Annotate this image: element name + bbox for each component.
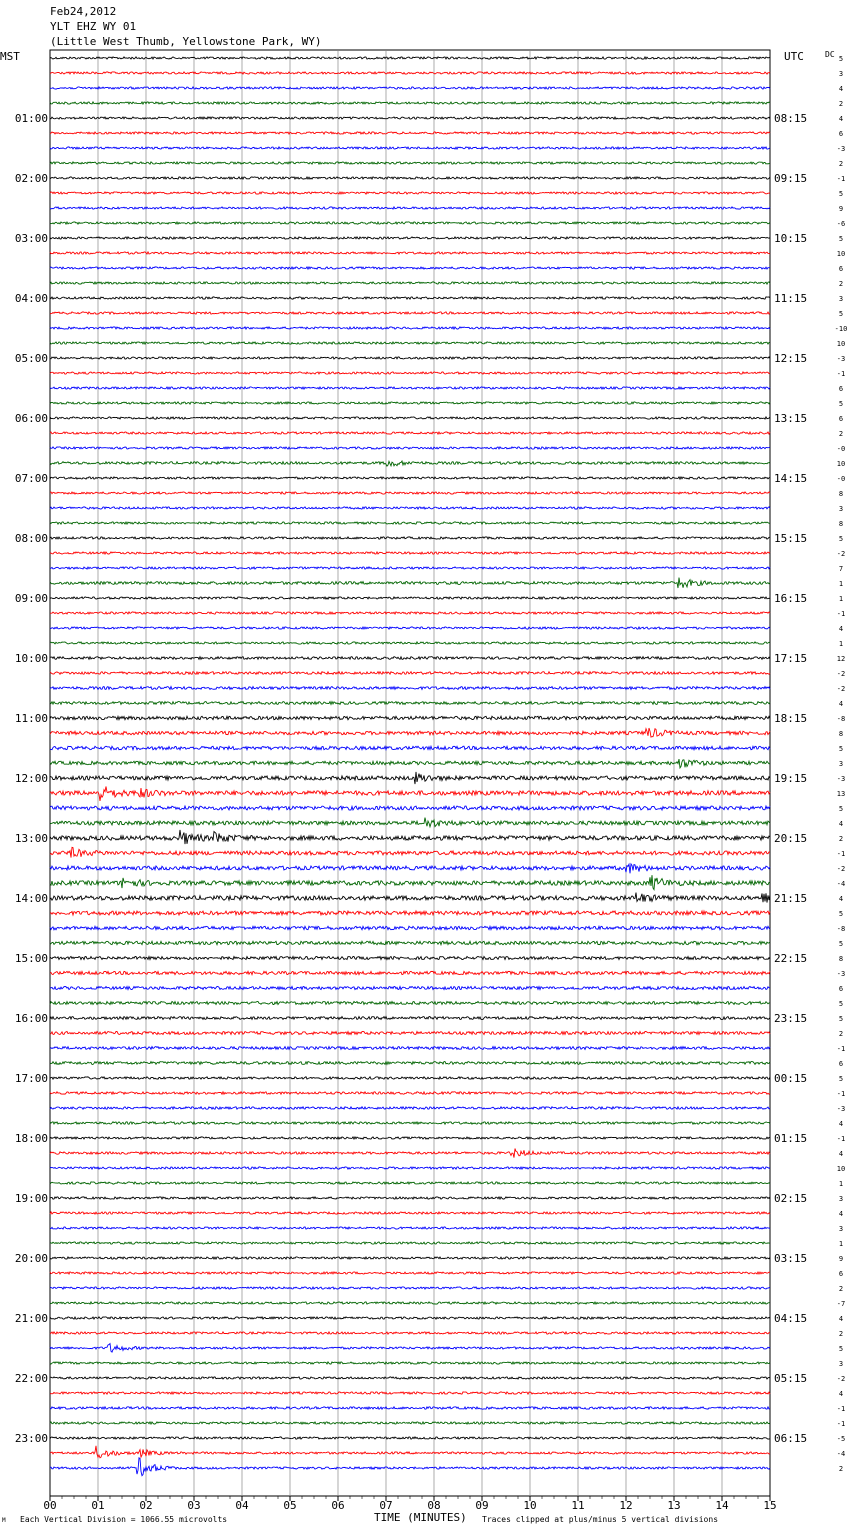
seismic-trace (50, 432, 770, 434)
dc-offset-label: -2 (836, 670, 846, 678)
x-tick-label: 12 (619, 1499, 633, 1512)
mst-hour-label: 15:00 (14, 952, 48, 965)
seismic-trace (50, 612, 770, 614)
dc-offset-label: 6 (838, 1060, 844, 1068)
dc-offset-label: 3 (838, 505, 844, 513)
mst-hour-label: 01:00 (14, 112, 48, 125)
seismic-trace (50, 1272, 770, 1274)
dc-offset-label: -2 (836, 865, 846, 873)
seismic-trace (50, 1032, 770, 1035)
dc-offset-label: 13 (836, 790, 846, 798)
dc-offset-label: 5 (838, 235, 844, 243)
dc-offset-label: 8 (838, 730, 844, 738)
dc-offset-label: 5 (838, 535, 844, 543)
seismic-trace (50, 162, 770, 164)
dc-offset-label: 6 (838, 130, 844, 138)
seismic-trace (50, 522, 770, 524)
scale-note: Each Vertical Division = 1066.55 microvolts (20, 1515, 228, 1524)
utc-hour-label: 03:15 (774, 1252, 808, 1265)
seismic-trace (50, 132, 770, 134)
dc-offset-label: 1 (838, 595, 844, 603)
seismic-trace (50, 1302, 770, 1304)
dc-offset-label: -0 (836, 445, 846, 453)
dc-offset-label: -6 (836, 220, 846, 228)
seismic-trace (50, 847, 770, 857)
dc-offset-label: -1 (836, 175, 846, 183)
seismic-trace (50, 926, 770, 930)
seismic-trace (50, 147, 770, 149)
mst-hour-label: 13:00 (14, 832, 48, 845)
seismic-trace (50, 1287, 770, 1289)
dc-offset-label: -4 (836, 1450, 846, 1458)
mst-hour-label: 12:00 (14, 772, 48, 785)
utc-hour-label: 19:15 (774, 772, 808, 785)
utc-hour-label: 04:15 (774, 1312, 808, 1325)
x-tick-label: 03 (187, 1499, 201, 1512)
header-location: (Little West Thumb, Yellowstone Park, WY) (50, 35, 322, 48)
seismic-trace (50, 1167, 770, 1169)
dc-offset-label: 2 (838, 430, 844, 438)
dc-offset-label: -4 (836, 880, 846, 888)
x-axis-label: TIME (MINUTES) (374, 1511, 467, 1524)
dc-offset-label: 4 (838, 1315, 844, 1323)
x-tick-label: 05 (283, 1499, 297, 1512)
x-tick-label: 11 (571, 1499, 585, 1512)
mst-hour-label: 09:00 (14, 592, 48, 605)
dc-offset-label: 1 (838, 1180, 844, 1188)
dc-offset-label: 2 (838, 835, 844, 843)
dc-offset-label: 5 (838, 310, 844, 318)
dc-offset-label: 2 (838, 1330, 844, 1338)
seismic-trace (50, 1458, 770, 1476)
dc-offset-label: 4 (838, 625, 844, 633)
mst-hour-label: 03:00 (14, 232, 48, 245)
seismic-trace (50, 72, 770, 74)
dc-offset-label: -1 (836, 1090, 846, 1098)
seismic-trace (50, 864, 770, 873)
dc-offset-label: -5 (836, 1435, 846, 1443)
utc-hour-label: 17:15 (774, 652, 808, 665)
seismic-trace (50, 786, 770, 801)
dc-offset-label: 6 (838, 415, 844, 423)
dc-offset-label: -10 (834, 325, 848, 333)
utc-hour-label: 02:15 (774, 1192, 808, 1205)
seismic-trace (50, 1212, 770, 1214)
utc-hour-label: 01:15 (774, 1132, 808, 1145)
dc-offset-label: 4 (838, 1120, 844, 1128)
seismic-trace (50, 237, 770, 239)
x-tick-label: 00 (43, 1499, 57, 1512)
dc-offset-label: 4 (838, 1390, 844, 1398)
dc-offset-label: 5 (838, 1000, 844, 1008)
dc-offset-label: 8 (838, 520, 844, 528)
mst-hour-label: 06:00 (14, 412, 48, 425)
seismic-trace (50, 312, 770, 314)
seismic-trace (50, 57, 770, 59)
dc-offset-label: 2 (838, 100, 844, 108)
seismic-trace (50, 1092, 770, 1094)
dc-offset-label: 2 (838, 160, 844, 168)
seismic-trace (50, 1362, 770, 1364)
dc-offset-label: 5 (838, 910, 844, 918)
seismic-trace (50, 1407, 770, 1409)
header-station: YLT EHZ WY 01 (50, 20, 137, 33)
seismic-trace (50, 1392, 770, 1394)
seismic-trace (50, 177, 770, 179)
seismic-trace (50, 627, 770, 629)
seismic-trace (50, 461, 770, 466)
mst-hour-label: 16:00 (14, 1012, 48, 1025)
dc-offset-label: -7 (836, 1300, 846, 1308)
seismic-trace (50, 282, 770, 284)
seismic-trace (50, 772, 770, 784)
seismic-trace (50, 1257, 770, 1259)
utc-hour-label: 06:15 (774, 1432, 808, 1445)
dc-offset-label: 6 (838, 385, 844, 393)
dc-offset-label: 3 (838, 1360, 844, 1368)
mst-hour-label: 04:00 (14, 292, 48, 305)
seismic-trace (50, 192, 770, 194)
dc-offset-label: 12 (836, 655, 846, 663)
dc-offset-label: 4 (838, 700, 844, 708)
mst-hour-label: 14:00 (14, 892, 48, 905)
header-date: Feb24,2012 (50, 5, 117, 18)
dc-offset-label: 4 (838, 1210, 844, 1218)
seismic-trace (50, 1317, 770, 1319)
seismic-trace (50, 941, 770, 945)
seismic-trace (50, 728, 770, 737)
x-tick-label: 08 (427, 1499, 441, 1512)
dc-offset-label: -2 (836, 685, 846, 693)
dc-offset-label: 5 (838, 940, 844, 948)
dc-offset-label: 6 (838, 1270, 844, 1278)
utc-hour-label: 08:15 (774, 112, 808, 125)
seismic-trace (50, 252, 770, 254)
dc-offset-label: 8 (838, 490, 844, 498)
seismic-trace (50, 387, 770, 389)
dc-offset-label: 10 (836, 460, 846, 468)
seismic-trace (50, 1446, 770, 1458)
dc-offset-label: 5 (838, 1345, 844, 1353)
x-tick-label: 07 (379, 1499, 393, 1512)
dc-offset-label: 2 (838, 1285, 844, 1293)
mst-hour-label: 17:00 (14, 1072, 48, 1085)
seismic-trace (50, 417, 770, 419)
mst-hour-label: 23:00 (14, 1432, 48, 1445)
utc-hour-label: 12:15 (774, 352, 808, 365)
dc-offset-label: -8 (836, 715, 846, 723)
utc-hour-label: 21:15 (774, 892, 808, 905)
mst-hour-label: 08:00 (14, 532, 48, 545)
seismic-trace (50, 372, 770, 374)
seismic-trace (50, 1344, 770, 1353)
dc-offset-label: -1 (836, 850, 846, 858)
dc-offset-label: -1 (836, 1420, 846, 1428)
dc-offset-label: -2 (836, 550, 846, 558)
x-tick-label: 04 (235, 1499, 249, 1512)
dc-offset-label: 10 (836, 250, 846, 258)
seismic-trace (50, 1047, 770, 1050)
dc-offset-label: 4 (838, 85, 844, 93)
seismic-trace (50, 402, 770, 404)
seismic-trace (50, 657, 770, 660)
utc-hour-label: 23:15 (774, 1012, 808, 1025)
seismic-trace (50, 642, 770, 644)
dc-offset-label: 5 (838, 400, 844, 408)
mst-hour-label: 21:00 (14, 1312, 48, 1325)
dc-offset-label: -3 (836, 775, 846, 783)
utc-hour-label: 20:15 (774, 832, 808, 845)
utc-hour-label: 18:15 (774, 712, 808, 725)
seismic-trace (50, 1422, 770, 1424)
dc-offset-label: -0 (836, 475, 846, 483)
seismic-trace (50, 537, 770, 539)
x-tick-label: 15 (763, 1499, 777, 1512)
x-tick-label: 09 (475, 1499, 489, 1512)
dc-offset-label: 3 (838, 1225, 844, 1233)
utc-hour-label: 05:15 (774, 1372, 808, 1385)
dc-offset-label: 4 (838, 895, 844, 903)
x-tick-label: 06 (331, 1499, 345, 1512)
utc-hour-label: 11:15 (774, 292, 808, 305)
dc-offset-label: 5 (838, 745, 844, 753)
dc-offset-label: 1 (838, 1240, 844, 1248)
seismic-trace (50, 102, 770, 104)
seismic-trace (50, 492, 770, 494)
dc-offset-label: -8 (836, 925, 846, 933)
dc-offset-label: 4 (838, 1150, 844, 1158)
seismic-trace (50, 759, 770, 768)
seismic-trace (50, 1107, 770, 1109)
seismic-trace (50, 672, 770, 675)
utc-hour-label: 22:15 (774, 952, 808, 965)
utc-hour-label: 00:15 (774, 1072, 808, 1085)
mst-hour-label: 02:00 (14, 172, 48, 185)
dc-offset-label: -1 (836, 1405, 846, 1413)
mst-hour-label: 05:00 (14, 352, 48, 365)
seismic-trace (50, 1182, 770, 1184)
seismic-trace (50, 1149, 770, 1158)
seismic-trace (50, 716, 770, 720)
seismic-trace (50, 1332, 770, 1334)
dc-offset-label: 3 (838, 70, 844, 78)
seismic-trace (50, 342, 770, 344)
seismic-trace (50, 207, 770, 209)
utc-hour-label: 16:15 (774, 592, 808, 605)
left-timezone-label: MST (0, 50, 20, 63)
seismic-trace (50, 1002, 770, 1005)
seismic-trace (50, 1062, 770, 1065)
seismic-trace (50, 830, 770, 844)
dc-offset-label: 4 (838, 820, 844, 828)
dc-offset-label: 5 (838, 190, 844, 198)
dc-offset-label: 4 (838, 115, 844, 123)
seismic-trace (50, 1137, 770, 1139)
dc-offset-label: 2 (838, 1030, 844, 1038)
seismic-trace (50, 971, 770, 974)
plot-frame (50, 50, 770, 1496)
dc-offset-label: -1 (836, 610, 846, 618)
seismic-trace (50, 1122, 770, 1124)
seismic-trace (50, 746, 770, 750)
mst-hour-label: 18:00 (14, 1132, 48, 1145)
dc-offset-label: 5 (838, 1075, 844, 1083)
dc-offset-label: 10 (836, 340, 846, 348)
dc-offset-label: -1 (836, 1135, 846, 1143)
dc-offset-label: 7 (838, 565, 844, 573)
seismic-trace (50, 357, 770, 359)
seismic-trace (50, 1227, 770, 1229)
seismic-trace (50, 1197, 770, 1199)
seismic-trace (50, 875, 770, 889)
seismic-trace (50, 87, 770, 89)
seismic-trace (50, 297, 770, 299)
dc-offset-label: 3 (838, 1195, 844, 1203)
mst-hour-label: 11:00 (14, 712, 48, 725)
dc-offset-label: 5 (838, 55, 844, 63)
mst-hour-label: 19:00 (14, 1192, 48, 1205)
dc-offset-label: 3 (838, 295, 844, 303)
dc-offset-label: 6 (838, 265, 844, 273)
mst-hour-label: 22:00 (14, 1372, 48, 1385)
dc-offset-label: -3 (836, 1105, 846, 1113)
utc-hour-label: 14:15 (774, 472, 808, 485)
utc-hour-label: 10:15 (774, 232, 808, 245)
x-tick-label: 13 (667, 1499, 681, 1512)
seismic-trace (50, 1242, 770, 1244)
seismic-trace (50, 552, 770, 554)
dc-offset-label: -1 (836, 1045, 846, 1053)
seismic-trace (50, 1437, 770, 1439)
dc-offset-label: 1 (838, 640, 844, 648)
seismic-trace (50, 1077, 770, 1079)
x-tick-label: 14 (715, 1499, 729, 1512)
dc-offset-label: 5 (838, 805, 844, 813)
dc-offset-label: 6 (838, 985, 844, 993)
seismic-trace (50, 267, 770, 269)
dc-offset-label: -2 (836, 1375, 846, 1383)
dc-offset-label: 3 (838, 760, 844, 768)
mst-hour-label: 10:00 (14, 652, 48, 665)
dc-offset-label: 10 (836, 1165, 846, 1173)
x-tick-label: 01 (91, 1499, 105, 1512)
dc-offset-label: 8 (838, 955, 844, 963)
dc-offset-label: -3 (836, 970, 846, 978)
dc-offset-label: -3 (836, 145, 846, 153)
seismic-trace (50, 117, 770, 119)
dc-offset-label: 5 (838, 1015, 844, 1023)
seismic-trace (50, 567, 770, 569)
mst-hour-label: 20:00 (14, 1252, 48, 1265)
utc-hour-label: 09:15 (774, 172, 808, 185)
dc-offset-label: 2 (838, 1465, 844, 1473)
dc-offset-label: 9 (838, 205, 844, 213)
seismic-trace (50, 987, 770, 990)
dc-offset-label: 2 (838, 280, 844, 288)
seismic-trace (50, 818, 770, 827)
seismic-trace (50, 1377, 770, 1379)
seismic-trace (50, 687, 770, 690)
seismic-trace (50, 447, 770, 449)
seismic-trace (50, 597, 770, 599)
x-tick-label: 02 (139, 1499, 153, 1512)
corner-mark: M (2, 1517, 6, 1524)
seismic-trace (50, 1017, 770, 1020)
dc-offset-label: -1 (836, 370, 846, 378)
seismic-trace (50, 222, 770, 224)
seismic-trace (50, 327, 770, 329)
dc-offset-label: 9 (838, 1255, 844, 1263)
clip-note: Traces clipped at plus/minus 5 vertical divisions (482, 1515, 719, 1524)
mst-hour-label: 07:00 (14, 472, 48, 485)
utc-hour-label: 13:15 (774, 412, 808, 425)
seismic-trace (50, 507, 770, 509)
seismic-trace (50, 957, 770, 960)
seismic-trace (50, 702, 770, 705)
utc-hour-label: 15:15 (774, 532, 808, 545)
seismic-trace (50, 911, 770, 915)
seismic-trace (50, 477, 770, 479)
dc-label: DC (825, 50, 835, 59)
seismic-trace (50, 893, 770, 903)
seismic-trace (50, 578, 770, 589)
dc-offset-label: -3 (836, 355, 846, 363)
right-timezone-label: UTC (784, 50, 804, 63)
x-tick-label: 10 (523, 1499, 537, 1512)
dc-offset-label: 1 (838, 580, 844, 588)
seismic-trace (50, 806, 770, 810)
